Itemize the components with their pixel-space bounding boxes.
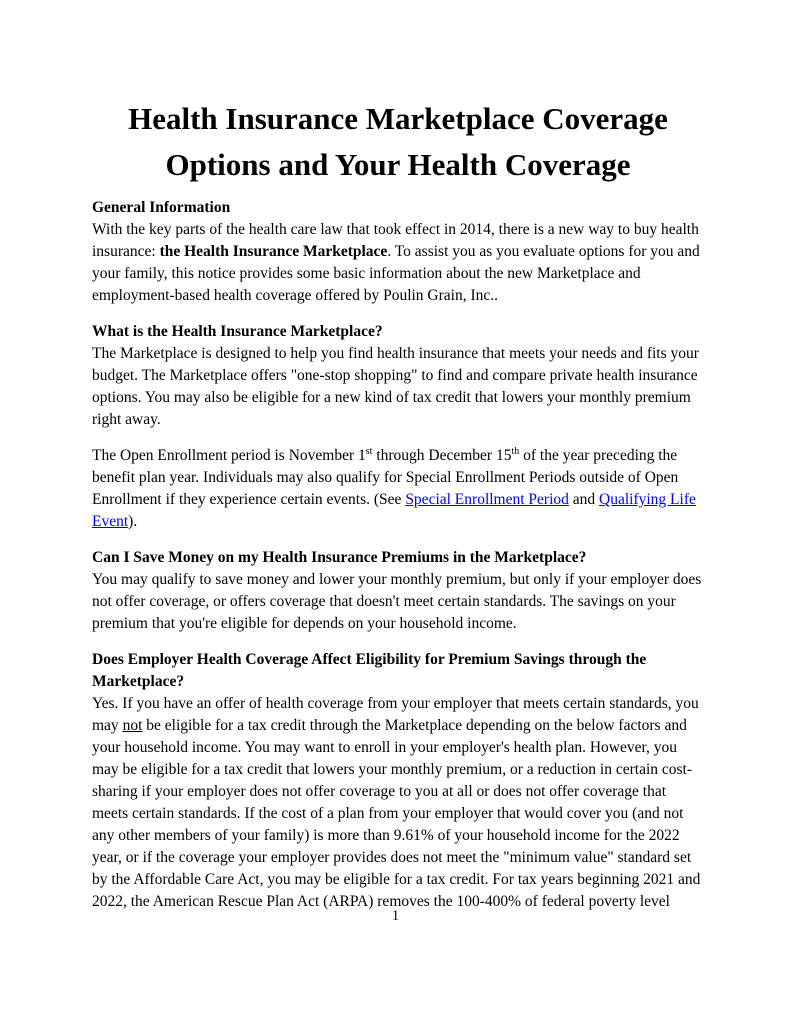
text-run: With the key parts of the health care law that took effect in 2014, there is a new way to buy health insurance: [92,221,699,260]
section [92,321,704,431]
document-body [92,197,704,913]
section [92,445,704,533]
underlined-text: not [122,717,143,734]
text-run: be eligible for a tax credit through the Marketplace depending on the below factors and your household income. You may want to enroll in your employer's health plan. However, you may be eligible for a tax credit that lowers your monthly premium, or a reduction in certain cost-sharing if your employer does not offer coverage to you at all or does not offer coverage that meets certain standards. If the cost of a plan from your employer that would cover you (and not any other members of your family) is more than 9.61% of your household income for the 2022 year, or if the coverage your employer provides does not meet the "minimum value" standard set by the Affordable Care Act, you may be eligible for a tax credit. For tax years beginning 2021 and 2022, the American Rescue Plan Act (ARPA) removes the 100-400% of federal poverty level [92,717,701,910]
text-run: The Marketplace is designed to help you find health insurance that meets your needs and fits your budget. The Marketplace offers "one-stop shopping" to find and compare private health insurance options. You may also be eligible for a new kind of tax credit that lowers your monthly premium right away. [92,345,699,428]
section [92,547,704,635]
text-run: through December 15 [372,447,512,464]
text-run: . To assist you as you evaluate options for you and your family, this notice provides some basic information about the new Marketplace and employment-based health coverage offered by Poulin Grain, Inc.. [92,243,700,304]
section-heading: Can I Save Money on my Health Insurance Premiums in the Marketplace? [92,549,587,566]
superscript: th [511,445,520,457]
paragraph [92,445,704,533]
paragraph [92,343,704,431]
section-heading: What is the Health Insurance Marketplace? [92,323,383,340]
text-run: The Open Enrollment period is November 1 [92,447,366,464]
hyperlink[interactable]: Special Enrollment Period [405,491,569,508]
section [92,197,704,307]
document-title-line-2: Options and Your Health Coverage [165,147,631,182]
document-title [92,96,704,188]
text-run: Yes. If you have an offer of health coverage from your employer that meets certain standards, you may [92,695,699,734]
paragraph [92,569,704,635]
text-run: and [568,491,600,508]
page-number: 1 [391,908,400,924]
document-title-line-1: Health Insurance Marketplace Coverage [128,101,668,136]
section-heading: Does Employer Health Coverage Affect Eligibility for Premium Savings through the Marketplace? [92,651,647,690]
superscript: st [365,445,373,457]
bold-text: the Health Insurance Marketplace [159,243,388,260]
paragraph [92,693,704,913]
section-heading: General Information [92,199,231,216]
text-run: of the year preceding the benefit plan year. Individuals may also qualify for Special Enrollment Periods outside of Open Enrollment if they experience certain events. (See [92,447,679,508]
hyperlink[interactable]: Qualifying Life Event [92,491,696,530]
section [92,649,704,913]
paragraph [92,219,704,307]
text-run: You may qualify to save money and lower your monthly premium, but only if your employer does not offer coverage, or offers coverage that doesn't meet certain standards. The savings on your premium that you're eligible for depends on your household income. [92,571,702,632]
text-run: ). [128,513,138,530]
